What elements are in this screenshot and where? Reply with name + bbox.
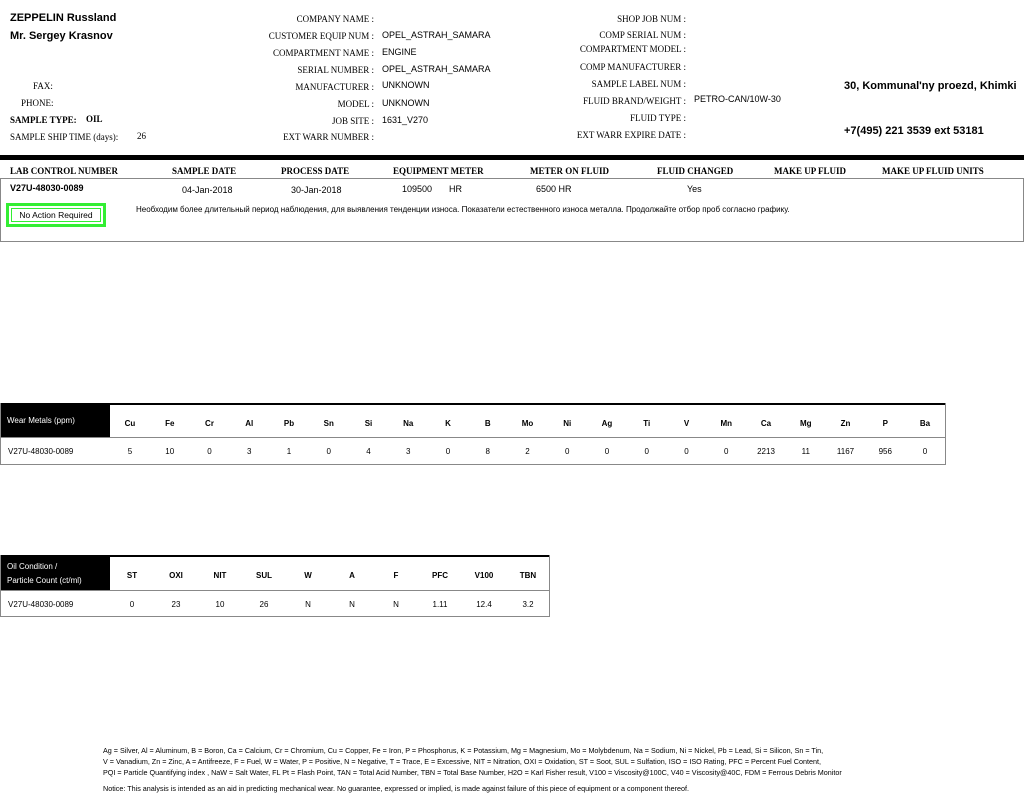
oil-col-tbn: TBN — [519, 571, 537, 580]
wear-col-b: B — [484, 419, 491, 428]
oil-col-st: ST — [126, 571, 138, 580]
wear-col-pb: Pb — [283, 419, 295, 428]
fluid-brand-value: PETRO-CAN/10W-30 — [694, 94, 781, 104]
wear-val-na: 3 — [406, 447, 411, 456]
fluid-type-label: FLUID TYPE : — [630, 113, 686, 123]
col-process-date: PROCESS DATE — [281, 166, 350, 176]
job-site-label: JOB SITE : — [331, 116, 374, 126]
wear-val-ba: 0 — [922, 447, 928, 456]
wear-col-mg: Mg — [799, 419, 812, 428]
fluid-changed-value: Yes — [687, 184, 702, 194]
col-fluid-changed: FLUID CHANGED — [657, 166, 734, 176]
wear-col-fe: Fe — [165, 419, 175, 428]
status-badge — [6, 203, 106, 227]
wear-val-ti: 0 — [644, 447, 649, 456]
legend-line-2: V = Vanadium, Zn = Zinc, A = Antifreeze, F = Fuel, W = Water, P = Positive, N = Negative, T = Trace, E = Excessive, NIT = Nitration, OXI = Oxidation, ST = Soot, SUL = Sulfation, ISO = ISO Rating, PFC = Percent Fuel Content, — [103, 757, 821, 766]
oil-col-nit: NIT — [213, 571, 227, 580]
ext-expire-label: EXT WARR EXPIRE DATE : — [576, 130, 686, 140]
legend-line-3: PQI = Particle Quantifying index , NaW = Salt Water, FL Pt = Flash Point, TAN = Total Acid Number, TBN = Total Base Number, H2O = Karl Fisher result, V100 = Viscosity@100C, V40 = Viscosity@40C, FDM = Ferrous Debris Monitor — [103, 768, 842, 777]
header-rule — [0, 178, 1024, 179]
wear-val-mn: 0 — [724, 447, 729, 456]
wear-val-cu: 5 — [127, 447, 133, 456]
oil-col-sul: SUL — [256, 571, 272, 580]
oil-col-v100: V100 — [474, 571, 494, 580]
equipment-meter-unit: HR — [449, 184, 462, 194]
oil-val-pfc: 1.11 — [432, 600, 448, 609]
wear-col-ba: Ba — [919, 419, 931, 428]
wear-val-mg: 11 — [801, 447, 810, 456]
sample-bottom-rule — [0, 241, 1024, 242]
wear-col-cr: Cr — [205, 419, 214, 428]
oil-title-line1: Oil Condition / — [7, 562, 58, 571]
wear-left-rule — [0, 403, 1, 465]
wear-col-ni: Ni — [563, 419, 572, 428]
oil-title-line2: Particle Count (ct/ml) — [7, 576, 82, 585]
sample-type-label: SAMPLE TYPE: — [10, 115, 77, 125]
customer-address: 30, Kommunal'ny proezd, Khimki — [844, 80, 1017, 92]
wear-val-zn: 1167 — [836, 447, 855, 456]
wear-row-label: V27U-48030-0089 — [8, 447, 74, 456]
oil-val-oxi: 23 — [171, 600, 181, 609]
oil-mid-rule — [0, 590, 550, 591]
wear-col-p: P — [882, 419, 888, 428]
wear-title: Wear Metals (ppm) — [7, 416, 75, 425]
wear-col-k: K — [445, 419, 451, 428]
wear-col-mn: Mn — [720, 419, 733, 428]
comp-serial-label: COMP SERIAL NUM : — [599, 30, 686, 40]
oil-val-w: N — [305, 600, 311, 609]
equipment-meter-value: 109500 — [402, 184, 433, 194]
wear-val-sn: 0 — [326, 447, 331, 456]
ship-time-value: 26 — [137, 131, 146, 141]
wear-col-ca: Ca — [760, 419, 772, 428]
legend-line-1: Ag = Silver, Al = Aluminum, B = Boron, Ca = Calcium, Cr = Chromium, Cu = Copper, Fe = Iron, P = Phosphorus, K = Potassium, Mg = Magnesium, Mo = Molybdenum, Na = Sodium, Ni = Nickel, Pb = Lead, Si = Silicon, Sn = Tin, — [103, 746, 824, 755]
wear-val-k: 0 — [445, 447, 451, 456]
oil-val-v100: 12.4 — [476, 600, 492, 609]
process-date-value: 30-Jan-2018 — [291, 185, 342, 195]
shop-job-label: SHOP JOB NUM : — [617, 14, 686, 24]
oil-right-rule — [549, 555, 550, 617]
sample-date-value: 04-Jan-2018 — [182, 185, 233, 195]
oil-val-nit: 10 — [215, 600, 225, 609]
compartment-value: ENGINE — [382, 47, 417, 57]
legend-notice: Notice: This analysis is intended as an aid in predicting mechanical wear. No guarantee, expressed or implied, is made against failure of this piece of equipment or a component thereof. — [103, 784, 689, 793]
compartment-label: COMPARTMENT NAME : — [273, 48, 374, 58]
col-make-up-fluid-units: MAKE UP FLUID UNITS — [882, 166, 984, 176]
oil-val-f: N — [393, 600, 399, 609]
sample-left-rule — [0, 178, 1, 242]
oil-left-rule — [0, 555, 1, 617]
oil-val-a: N — [349, 600, 355, 609]
wear-val-b: 8 — [485, 447, 490, 456]
wear-col-v: V — [683, 419, 690, 428]
oil-col-pfc: PFC — [432, 571, 448, 580]
job-site-value: 1631_V270 — [382, 115, 429, 125]
sample-label-label: SAMPLE LABEL NUM : — [591, 79, 686, 89]
wear-val-si: 4 — [366, 447, 371, 456]
oil-bottom-rule — [0, 616, 550, 617]
wear-col-al: Al — [245, 419, 254, 428]
wear-col-mo: Mo — [521, 419, 534, 428]
comp-mfr-label: COMP MANUFACTURER : — [579, 62, 686, 72]
wear-val-ag: 0 — [604, 447, 610, 456]
phone-label: PHONE: — [21, 98, 54, 108]
sample-comment: Необходим более длительный период наблюдения, для выявления тенденции износа. Показатели естественного износа металла. Продолжайте отбор проб согласно графику. — [136, 205, 790, 214]
oil-row-label: V27U-48030-0089 — [8, 600, 74, 609]
col-equipment-meter: EQUIPMENT METER — [393, 166, 484, 176]
customer-equip-label: CUSTOMER EQUIP NUM : — [268, 31, 374, 41]
meter-on-fluid-value: 6500 HR — [536, 184, 572, 194]
wear-val-ca: 2213 — [757, 447, 775, 456]
sample-type-value: OIL — [86, 114, 103, 124]
wear-top-bar — [0, 403, 946, 405]
wear-val-v: 0 — [684, 447, 689, 456]
customer-company: ZEPPELIN Russland — [10, 12, 117, 24]
customer-contact: Mr. Sergey Krasnov — [10, 30, 113, 42]
serial-label: SERIAL NUMBER : — [297, 65, 374, 75]
wear-col-na: Na — [403, 419, 414, 428]
lab-control-value: V27U-48030-0089 — [10, 183, 84, 193]
wear-val-fe: 10 — [165, 447, 175, 456]
wear-val-p: 956 — [878, 447, 892, 456]
oil-col-a: A — [349, 571, 355, 580]
model-label: MODEL : — [337, 99, 374, 109]
wear-right-rule — [945, 403, 946, 465]
oil-col-oxi: OXI — [169, 571, 183, 580]
wear-col-cu: Cu — [124, 419, 136, 428]
customer-phone-number: +7(495) 221 3539 ext 53181 — [844, 125, 984, 137]
manufacturer-label: MANUFACTURER : — [295, 82, 374, 92]
wear-col-ti: Ti — [643, 419, 651, 428]
company-name-label: COMPANY NAME : — [296, 14, 374, 24]
oil-col-f: F — [393, 571, 399, 580]
ext-warr-label: EXT WARR NUMBER : — [283, 132, 374, 142]
wear-val-cr: 0 — [207, 447, 212, 456]
section-divider — [0, 155, 1024, 160]
wear-val-ni: 0 — [565, 447, 570, 456]
oil-val-sul: 26 — [259, 600, 269, 609]
col-lab-control: LAB CONTROL NUMBER — [10, 166, 119, 176]
fluid-brand-label: FLUID BRAND/WEIGHT : — [583, 96, 686, 106]
oil-col-w: W — [304, 571, 312, 580]
wear-val-al: 3 — [247, 447, 252, 456]
col-make-up-fluid: MAKE UP FLUID — [774, 166, 846, 176]
oil-val-st: 0 — [129, 600, 135, 609]
wear-col-ag: Ag — [601, 419, 613, 428]
comp-model-label: COMPARTMENT MODEL : — [579, 44, 686, 54]
manufacturer-value: UNKNOWN — [382, 80, 430, 90]
wear-col-sn: Sn — [323, 419, 334, 428]
ship-time-label: SAMPLE SHIP TIME (days): — [10, 132, 119, 142]
customer-equip-value: OPEL_ASTRAH_SAMARA — [382, 30, 491, 40]
model-value: UNKNOWN — [382, 98, 430, 108]
col-sample-date: SAMPLE DATE — [172, 166, 237, 176]
oil-val-tbn: 3.2 — [522, 600, 534, 609]
wear-val-pb: 1 — [286, 447, 292, 456]
status-text: No Action Required — [19, 210, 93, 220]
serial-value: OPEL_ASTRAH_SAMARA — [382, 64, 491, 74]
col-meter-on-fluid: METER ON FLUID — [530, 166, 610, 176]
fax-label: FAX: — [33, 81, 53, 91]
wear-col-zn: Zn — [840, 419, 851, 428]
wear-mid-rule — [0, 437, 946, 438]
wear-col-si: Si — [364, 419, 373, 428]
wear-bottom-rule — [0, 464, 946, 465]
wear-val-mo: 2 — [525, 447, 530, 456]
